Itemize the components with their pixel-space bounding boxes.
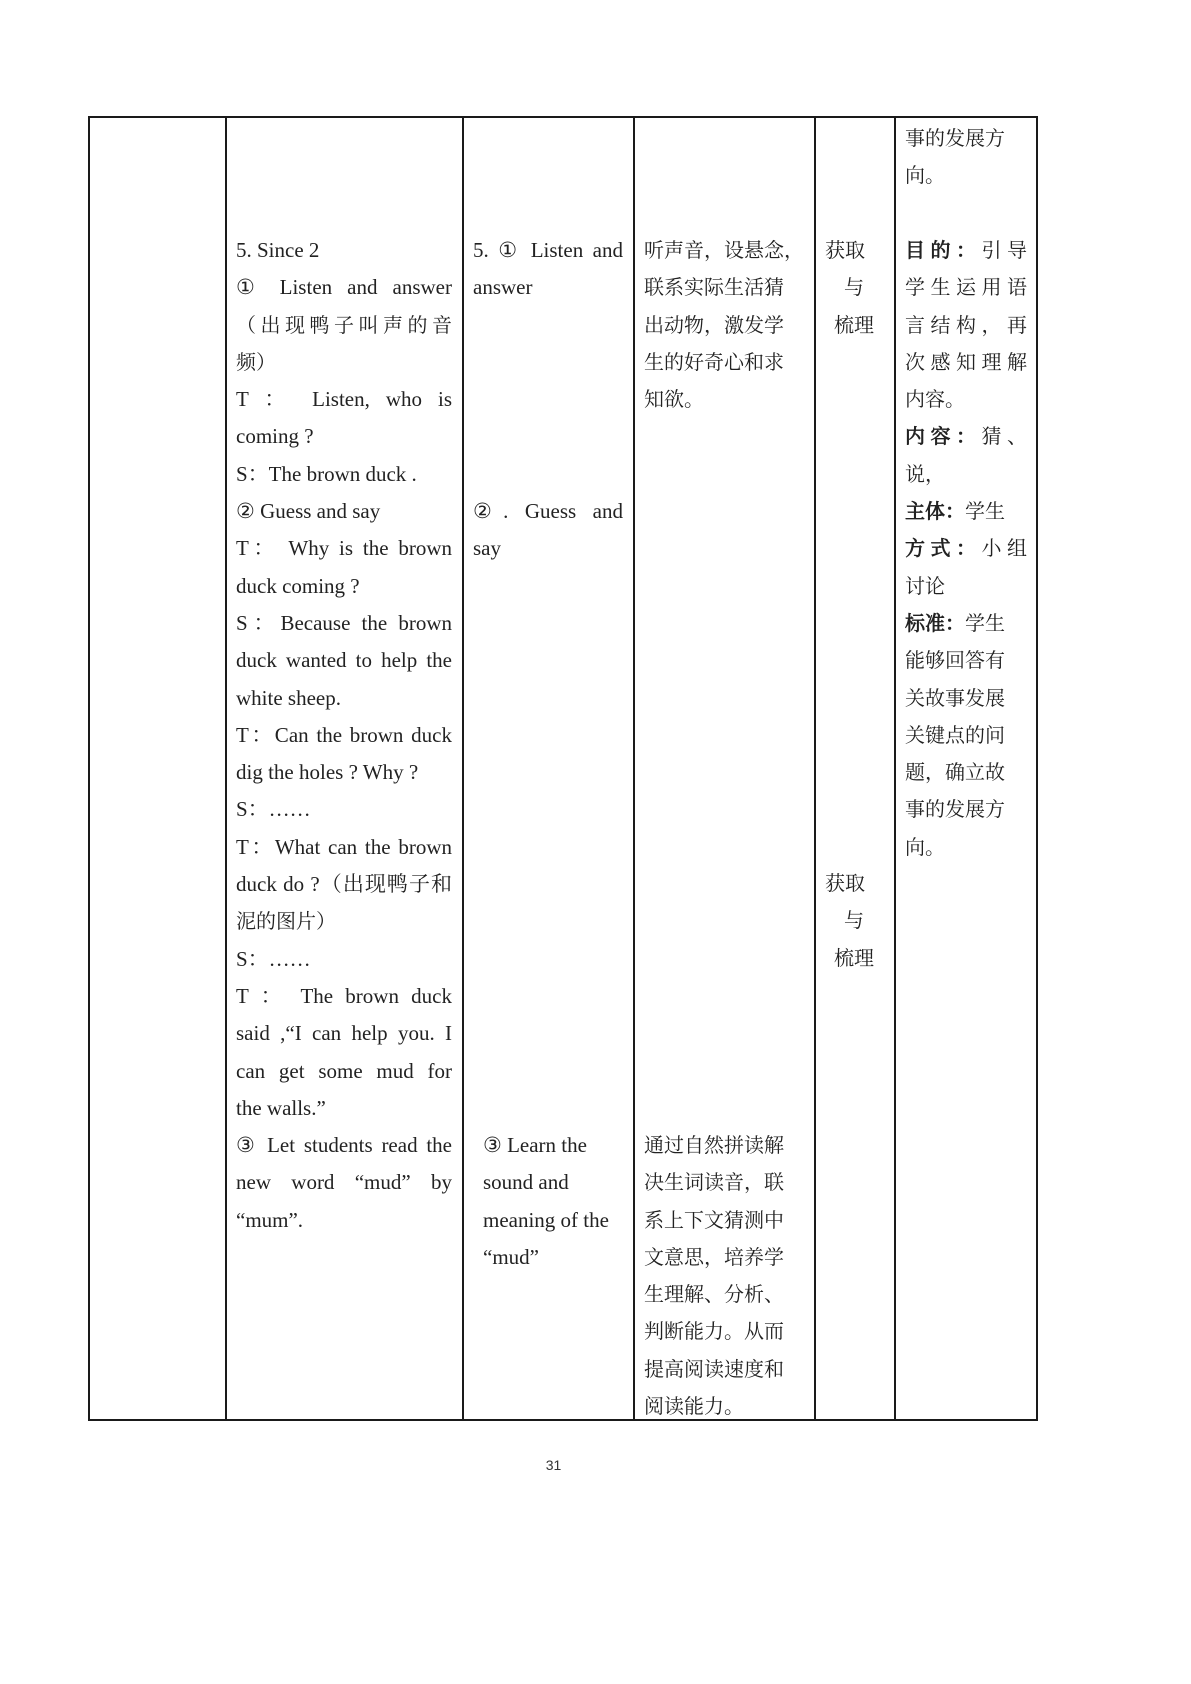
procedure-line: ① Listen and answer (236, 275, 452, 300)
method-label: 方式： (905, 536, 982, 561)
student-activity-cell (473, 232, 623, 307)
assessment-line: 事的发展方 (905, 797, 1005, 822)
procedure-line: T：Can the brown duck (236, 722, 452, 747)
activity-line: sound and (483, 1170, 569, 1195)
activity-line: ②. Guess and (473, 499, 623, 523)
intent-line: 判断能力。从而 (644, 1319, 784, 1344)
student-activity-cell (483, 1127, 623, 1276)
intent-line: 生的好奇心和求 (644, 349, 784, 374)
procedure-line: ③ Let students read the (236, 1133, 452, 1158)
student-activity-cell (473, 493, 623, 568)
intent-line: 文意思，培养学 (644, 1244, 784, 1269)
intent-line: 出动物，激发学 (644, 312, 784, 337)
activity-line: meaning of the (483, 1207, 609, 1232)
assessment-line: 言结构，再 (905, 312, 1027, 337)
activity-type-cell (815, 865, 893, 977)
procedure-line: T ： The brown duck (236, 983, 452, 1008)
assessment-line (905, 493, 1027, 530)
procedure-line: T：What can the brown (236, 834, 452, 859)
assessment-line: 能够回答有 (905, 648, 1005, 673)
subject-label: 主体： (905, 499, 965, 524)
assessment-line: 讨论 (905, 573, 945, 598)
activity-type-cell (815, 232, 893, 344)
assessment-line: 题，确立故 (905, 760, 1005, 785)
procedure-line: the walls.” (236, 1095, 326, 1120)
assessment-line: 向。 (905, 163, 945, 188)
assessment-line (905, 418, 1027, 455)
procedure-line: can get some mud for (236, 1058, 452, 1083)
assessment-cell-top (905, 120, 1027, 195)
table-column-divider (88, 116, 90, 1421)
assessment-line (905, 605, 1027, 642)
procedure-line: S：Because the brown (236, 610, 452, 635)
activity-line: ③ Learn the (483, 1133, 587, 1157)
standard-text: 学生 (965, 610, 1005, 635)
assessment-line: 说， (905, 461, 945, 486)
table-column-divider (894, 116, 896, 1421)
activity-line: answer (473, 275, 533, 300)
intent-line: 系上下文猜测中 (644, 1207, 784, 1232)
assessment-line: 关键点的问 (905, 722, 1005, 747)
standard-label: 标准： (905, 610, 965, 635)
procedure-line: duck do ?（出现鸭子和 (236, 872, 452, 897)
procedure-line: 5. Since 2 (236, 238, 320, 262)
assessment-line: 关故事发展 (905, 685, 1005, 710)
page-number: 31 (545, 1457, 562, 1473)
assessment-line: 事的发展方 (905, 126, 1005, 150)
table-column-divider (1036, 116, 1038, 1421)
subject-text: 学生 (965, 499, 1005, 524)
design-intent-cell (644, 1127, 804, 1425)
procedure-line: dig the holes ? Why ? (236, 760, 419, 785)
table-column-divider (633, 116, 635, 1421)
intent-line: 听声音，设悬念， (644, 238, 804, 262)
activity-line: 5. ① Listen and (473, 238, 623, 262)
intent-line: 通过自然拼读解 (644, 1133, 784, 1157)
procedure-line: T ： Listen, who is (236, 387, 452, 412)
table-column-divider (225, 116, 227, 1421)
assessment-cell (905, 232, 1027, 866)
assessment-line (905, 232, 1027, 269)
activity-type-line: 与 (844, 275, 864, 300)
assessment-line: 次感知理解 (905, 349, 1027, 374)
intent-line: 提高阅读速度和 (644, 1356, 784, 1381)
method-text: 小组 (981, 536, 1027, 561)
procedure-line: ② Guess and say (236, 499, 381, 524)
procedure-line: S：The brown duck . (236, 461, 417, 486)
procedure-line: coming ? (236, 424, 314, 449)
activity-type-line: 梳理 (834, 312, 874, 337)
procedure-line: （出现鸭子叫声的音 (236, 312, 452, 337)
purpose-label: 目的： (905, 238, 982, 262)
activity-type-line: 梳理 (834, 945, 874, 970)
procedure-line: 频） (236, 349, 276, 374)
table-column-divider (462, 116, 464, 1421)
assessment-line: 内容。 (905, 387, 965, 412)
procedure-line: S：…… (236, 797, 311, 822)
procedure-line: “mum”. (236, 1207, 304, 1232)
procedure-line: S：…… (236, 946, 311, 971)
activity-line: say (473, 536, 501, 561)
content-label: 内容： (905, 424, 982, 449)
procedure-line: said ,“I can help you. I (236, 1021, 452, 1046)
activity-type-line: 与 (844, 908, 864, 933)
procedure-line: 泥的图片） (236, 909, 336, 934)
procedure-line: duck wanted to help the (236, 648, 452, 673)
design-intent-cell (644, 232, 804, 418)
procedure-line: duck coming ? (236, 573, 360, 598)
content-text: 猜、 (981, 424, 1027, 449)
activity-type-line: 获取 (825, 871, 865, 895)
intent-line: 联系实际生活猜 (644, 275, 784, 300)
purpose-text: 引导 (981, 238, 1027, 262)
procedure-line: new word “mud” by (236, 1170, 452, 1195)
intent-line: 阅读能力。 (644, 1394, 744, 1419)
intent-line: 知欲。 (644, 387, 704, 412)
assessment-line: 向。 (905, 834, 945, 859)
procedure-line: white sheep. (236, 685, 341, 710)
intent-line: 决生词读音，联 (644, 1170, 784, 1195)
procedure-line: T： Why is the brown (236, 536, 452, 561)
procedure-cell (236, 232, 452, 1239)
assessment-line: 学生运用语 (905, 275, 1027, 300)
activity-type-line: 获取 (825, 238, 865, 262)
activity-line: “mud” (483, 1244, 539, 1269)
intent-line: 生理解、分析、 (644, 1282, 784, 1307)
assessment-line (905, 530, 1027, 567)
